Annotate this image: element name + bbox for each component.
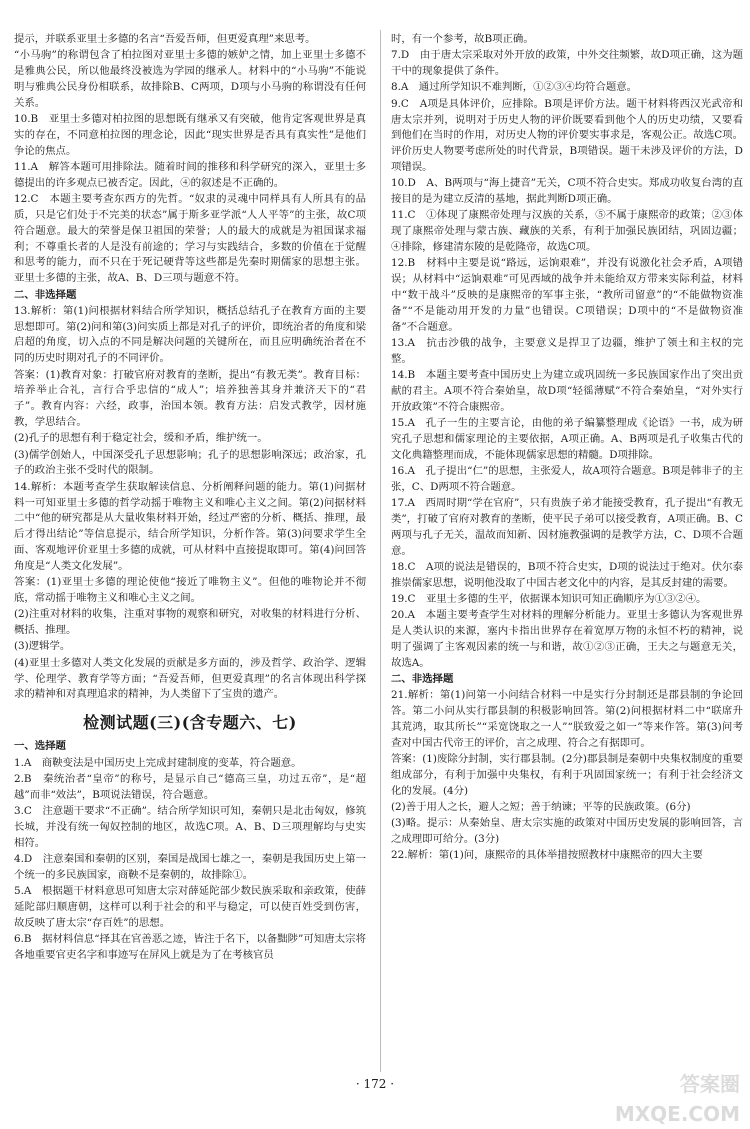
answer-item: 3.C 注意题干要求“不正确”。结合所学知识可知，秦朝只是北击匈奴，修筑长城，并没有统一匈奴控制的地区，故选C项。A、B、D三项理解均与史实相符。	[14, 805, 366, 849]
paragraph: “小马驹”的称谓包含了柏拉图对亚里士多德的嫉妒之情，加上亚里士多德不是雅典公民，所以他最终没被选为学园的继承人。材料中的“小马驹”不能说明与雅典公民身份相联系，故排除B、C两项，D项与小马驹的称谓没有任何关系。	[14, 49, 366, 109]
answer-item: 4.D 注意秦国和秦朝的区别，秦国是战国七雄之一，秦朝是我国历史上第一个统一的多民族国家，商鞅不是秦朝的，故排除①。	[14, 853, 366, 881]
answer-item: 11.C ①体现了康熙帝处理与汉族的关系，⑤不属于康熙帝的政策；②③体现了康熙帝处理与蒙古族、藏族的关系，有利于加强民族团结，巩固边疆；④排除，修建清东陵的是乾隆帝，故选C项。	[391, 209, 743, 254]
paragraph: 答案：(1)废除分封制，实行郡县制。(2分)郡县制是秦朝中央集权制度的重要组成部分，有利于加强中央集权，有利于巩固国家统一；有利于社会经济文化的发展。(4分)	[391, 753, 743, 797]
paragraph: (3)儒学创始人，中国深受孔子思想影响；孔子的思想影响深远；政治家，孔子的政治主张不受时代的限制。	[14, 448, 366, 477]
answer-item: 15.A 孔子一生的主要言论，由他的弟子编纂整理成《论语》一书，成为研究孔子思想和儒家理论的主要依据，A项正确。A、B两项是孔子收集古代的文化典籍整理而成，不能体现儒家思想的精髓。D项排除。	[391, 417, 743, 461]
answer-item: 1.A 商鞅变法是中国历史上完成封建制度的变革，符合题意。	[14, 756, 302, 769]
paragraph: (2)注重对材料的收集，注重对事物的观察和研究，对收集的材料进行分析、概括、推理。	[14, 608, 366, 637]
paragraph: (2)孔子的思想有利于稳定社会，缓和矛盾，维护统一。	[14, 432, 268, 445]
right-column	[391, 32, 743, 865]
answer-item: 10.B 亚里士多德对柏拉图的思想既有继承又有突破，他肯定客观世界是真实的存在，不同意柏拉图的理念论，因此“现实世界是否具有真实性”是他们争论的焦点。	[14, 113, 366, 157]
section-heading: 二、非选择题	[391, 673, 454, 685]
paragraph: (2)善于用人之长，避人之短；善于纳谏；平等的民族政策。(6分)	[391, 801, 691, 813]
answer-item: 12.C 本题主要考查东西方的先哲。“奴隶的灵魂中同样具有人所具有的品质，只是它们处于不完美的状态”属于斯多亚学派“人人平等”的主张，故C项符合题意。最大的荣誉是保卫祖国的荣誉；人的最大的成就是为祖国谋求福利；不尊重长者的人是没有前途的；学习与实践结合，多数的价值在于觉醒和思考的能力，而不只在于死记硬背等这些都是先秦时期儒家的思想主张。亚里士多德的主张，故A、B、D三项与题意不符。	[14, 193, 366, 285]
answer-item: 12.B 材料中主要是说“路远，运饷艰难”，并没有说激化社会矛盾，A项错误；从材料中“运饷艰难”可见西域的战争并未能给双方带来实际利益，材料中“数干战斗”反映的是康熙帝的军事主张，“教所司留意”的“不能做物资准备”“不是能动用开发的力量”也错误。C项错误；D项中的“不是做物资准备”不合题意。	[391, 257, 743, 333]
left-column	[14, 32, 366, 964]
answer-item: 2.B 秦统治者“皇帝”的称号，是显示自己“德高三皇，功过五帝”，是“超越”而非“效法”，B项说法错误，符合题意。	[14, 773, 366, 801]
answer-item: 8.A 通过所学知识不难判断，①②③④均符合题意。	[391, 81, 638, 94]
column-divider	[380, 30, 381, 1072]
answer-item: 22.解析：第(1)问，康熙帝的具体举措按照教材中康熙帝的四大主要	[391, 849, 703, 862]
answer-item: 9.C A项是具体评价，应排除。B项是评价方法。题干材料将西汉光武帝和唐太宗并列，说明对于历史人物的评价既要看到他个人的历史功绩，又要看到他们在当时的作用，对历史人物的评价要实事求是，客观公正。故选C项。评价历史人物要考虑所处的时代背景，B项错误。题干未涉及评价的方法，D项错误。	[391, 97, 743, 173]
answer-item: 14.解析：本题考查学生获取解读信息、分析阐释问题的能力。第(1)问据材料一可知亚里士多德的哲学动摇于唯物主义和唯心主义之间。第(2)问据材料二中“他的研究都是从大量收集材料开始，经过严密的分析、概括、推理，最后才得出结论”等信息提示，结合所学知识，分析作答。第(3)问要求学生全面、客观地评价亚里士多德的成就，可从材料中直接提取即可。第(4)问回答角度是“人类文化发展”。	[14, 480, 366, 572]
answer-item: 20.A 本题主要考查学生对材料的理解分析能力。亚里士多德认为客观世界是人类认识的来源，塞内卡指出世界存在着宽厚万物的永恒不朽的精神，说明了强调了主客观因素的统一与和谐，故①②③正确，王夫之与题意无关，故选A。	[391, 609, 743, 669]
answer-item: 答案：(1)教育对象：打破官府对教育的垄断，提出“有教无类”。教育目标：培养举止合礼，言行合乎忠信的“成人”；培养独善其身并兼济天下的“君子”。教育内容：六经，政事，治国本领。教育方法：启发式教学，因材施教，学思结合。	[14, 368, 366, 428]
answer-item: 16.A 孔子提出“仁”的思想，主张爱人，故A项符合题意。B项是韩非子的主张，C、D两项不符合题意。	[391, 464, 743, 493]
answer-item: 13.解析：第(1)问根据材料结合所学知识，概括总结孔子在教育方面的主要思想即可。第(2)问和第(3)问实质上都是对孔子的评价，即统治者的角度和梁启超的角度，切入点的不同是解决问题的关键所在，而且应明确统治者在不同的历史时期对孔子的不同评价。	[14, 304, 366, 365]
answer-item: 10.D A、B两项与“海上捷音”无关，C项不符合史实。郑成功收复台湾的直接目的是为建立反清的基地，据此判断D项正确。	[391, 177, 743, 206]
answer-item: 13.A 抗击沙俄的战争，主要意义是捍卫了边疆，维护了领土和主权的完整。	[391, 336, 743, 365]
paragraph: 时，有一个参考，故B项正确。	[391, 33, 534, 45]
answer-item: 19.C 亚里士多德的生平，依据课本知识可知正确顺序为①③②④。	[391, 592, 707, 605]
answer-item: 17.A 西周时期“学在官府”，只有贵族子弟才能接受教育，孔子提出“有教无类”，打破了官府对教育的垄断，使平民子弟可以接受教育，A项正确。B、C两项与孔子无关，温故而知新、因材施教强调的是教学方法，C、D项不合题意。	[391, 497, 743, 557]
watermark-text: 答案圈 MXQE.COM	[614, 1072, 740, 1126]
answer-item: 11.A 解答本题可用排除法。随着时间的推移和科学研究的深入，亚里士多德提出的许多观点已被否定。因此，④的叙述是不正确的。	[14, 161, 366, 189]
section-heading: 一、选择题	[14, 740, 66, 753]
section-heading: 二、非选择题	[14, 288, 77, 301]
paragraph: 提示，并联系亚里士多德的名言“吾爱吾师，但更爱真理”来思考。	[14, 33, 316, 45]
answer-item: 14.B 本题主要考查中国历史上为建立或巩固统一多民族国家作出了突出贡献的君主。A项不符合秦始皇，故D项“轻徭薄赋”不符合秦始皇，“对外实行开放政策”不符合康熙帝。	[391, 369, 743, 413]
answer-item: 7.D 由于唐太宗采取对外开放的政策，中外交往频繁，故D项正确，这为题干中的现象提供了条件。	[391, 49, 743, 78]
paragraph: (3)逻辑学。	[14, 640, 71, 653]
paragraph: (3)略。提示：从秦始皇、唐太宗实施的政策对中国历史发展的影响回答，言之成理即可给分。(3分)	[391, 817, 743, 846]
watermark-logo	[600, 1069, 740, 1126]
answer-item: 18.C A项的说法是错误的，B项不符合史实，D项的说法过于绝对。伏尔泰推崇儒家思想，说明他没取了中国古老文化中的内容，是其反封建的需要。	[391, 560, 743, 589]
answer-item: 5.A 根据题干材料意思可知唐太宗对薛延陀部少数民族采取和亲政策，使薛延陀部归顺唐朝，这样可以利于社会的和平与稳定，可以使百姓受到伤害，故反映了唐太宗“存百姓”的思想。	[14, 885, 366, 929]
page-number: · 172 ·	[355, 1077, 395, 1091]
test-section-title: 检测试题(三)(含专题六、七)	[83, 713, 297, 733]
answer-item: 答案：(1)亚里士多德的理论使他“接近了唯物主义”。但他的唯物论并不彻底，常动摇于唯物主义和唯心主义之间。	[14, 576, 366, 604]
paragraph: (4)亚里士多德对人类文化发展的贡献是多方面的，涉及哲学、政治学、逻辑学、伦理学、教育学等方面；“吾爱吾师，但更爱真理”的名言体现出科学探求的精神和对真理追求的精神，为人类留下了宝贵的遗产。	[14, 656, 366, 701]
answer-item: 21.解析：第(1)问第一小问结合材料一中是实行分封制还是郡县制的争论回答。第二小问从实行郡县制的积极影响回答。第(2)问根据材料二中“联席升其荒鸿，取其所长”“采宽饶取之一人”“朕致爱之如一”等来作答。第(3)问考查对中国古代帝王的评价，言之成理、符合之有据即可。	[391, 689, 743, 749]
answer-item: 6.B 据材料信息“择其在官善恶之迹，皆注于名下，以备黜陟”可知唐太宗将各地重要官吏名字和事迹写在屏风上就是为了在考核官员	[14, 933, 366, 961]
